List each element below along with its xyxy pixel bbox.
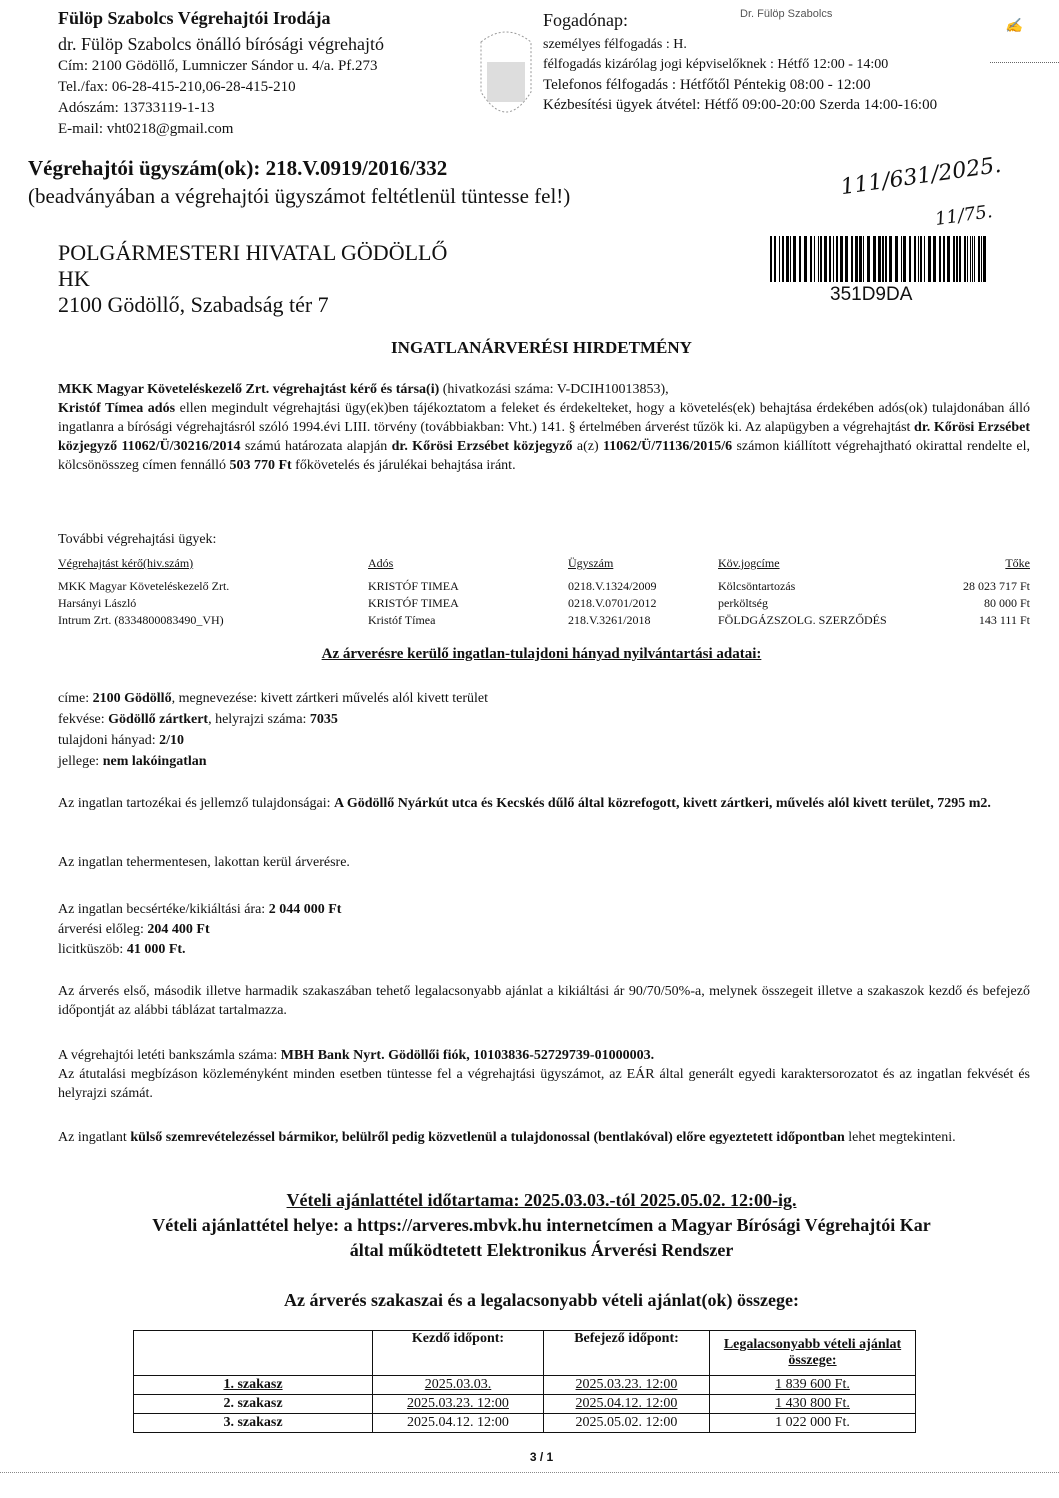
column-header: Adós [368,556,394,570]
hours-title: Fogadónap: [543,10,628,30]
cell: 143 111 Ft [978,613,1030,627]
cell: 2. szakasz [134,1395,373,1414]
label: fekvése: [58,712,109,727]
cell: 1 022 000 Ft. [710,1414,916,1433]
cell: 28 023 717 Ft [962,579,1030,593]
text: dr. Kőrösi Erzsébet közjegyző 11062/Ü/30216/2014 [58,420,1030,454]
stamp: Dr. Fülöp Szabolcs [740,8,833,20]
features-text: A Gödöllő Nyárkút utca és Kecskés dűlő által közrefogott, kivett zártkeri, művelés alól kivett terület, 7295 m2. [334,796,991,811]
column-header: Legalacsonyabb vételi ajánlat összege: [710,1331,916,1376]
claim-amount: 503 770 Ft [229,458,292,473]
bank-note: Az átutalási megbízáson közleményként minden esetben tüntesse fel a végrehajtási ügyszámot, az EÁR által generált egyedi karaktersorozatot és az ingatlan fekvését és helyrajzi számát. [58,1067,1030,1101]
column-header: Kezdő időpont: [373,1331,544,1376]
text: Az ingatlant [58,1130,131,1145]
intro-paragraph [58,380,1030,475]
cell: 3. szakasz [134,1414,373,1433]
bank-account: MBH Bank Nyrt. Gödöllői fiók, 10103836-52729739-01000003. [280,1048,655,1063]
label: árverési előleg: [58,922,148,937]
cell: Intrum Zrt. (8334800083490_VH) [58,613,224,627]
column-header: Köv.jogcíme [718,556,780,570]
property-section-title: Az árverésre kerülő ingatlan-tulajdoni hányad nyilvántartási adatai: [321,646,762,662]
case-note: (beadványában a végrehajtói ügyszámot feltétlenül tüntesse fel!) [28,184,571,208]
cell: perköltség [718,596,768,610]
hours-line: félfogadás kizárólag jogi képviselőknek : Hétfő 12:00 - 14:00 [543,57,889,72]
features-paragraph [58,794,1030,813]
bank-paragraph [58,1046,1030,1103]
cell: 0218.V.1324/2009 [568,579,657,593]
office-email: E-mail: vht0218@gmail.com [58,121,234,137]
page-number: 3 / 1 [529,1450,554,1464]
bailiff-name: dr. Fülöp Szabolcs önálló bírósági végrehajtó [58,34,384,54]
label: Az ingatlan tartozékai és jellemző tulajdonságai: [58,796,335,811]
property-share: 2/10 [159,733,184,748]
label: A végrehajtói letéti bankszámla száma: [58,1048,281,1063]
property-details [58,688,1030,772]
cell: 1 430 800 Ft. [710,1395,916,1414]
recipient-name: POLGÁRMESTERI HIVATAL GÖDÖLLŐ [58,240,448,265]
cell: 1 839 600 Ft. [710,1376,916,1395]
stages-table [133,1330,916,1433]
table-row [58,595,1030,612]
table-row [134,1395,916,1414]
signature-icon: ✍ [1005,19,1023,34]
cell: FÖLDGÁZSZOLG. SZERZŐDÉS [718,613,887,627]
label: , helyrajzi száma: [208,712,310,727]
label: , megnevezése: kivett zártkeri művelés alól kivett terület [171,691,489,706]
property-type: nem lakóingatlan [102,754,207,769]
office-tax: Adószám: 13733119-1-13 [58,100,215,116]
column-header: Befejező időpont: [544,1331,710,1376]
table-row [58,612,1030,629]
text: számú határozata alapján [240,439,392,454]
cell: Kristóf Tímea [368,613,436,627]
label: Az ingatlan becsértéke/kikiáltási ára: [58,902,269,917]
debtor: Kristóf Tímea adós [58,401,176,416]
hours-line: Kézbesítési ügyek átvétel: Hétfő 09:00-20:00 Szerda 14:00-16:00 [543,97,938,113]
cell: 1. szakasz [134,1376,373,1395]
reference: (hivatkozási száma: V-DCIH10013853), [439,382,669,397]
cell: 2025.03.23. 12:00 [544,1376,710,1395]
property-address: 2100 Gödöllő [92,691,172,706]
text: dr. Kőrösi Erzsébet közjegyző [391,439,573,454]
property-location: Gödöllő zártkert [108,712,209,727]
divider [0,1472,1059,1473]
text: külső szemrevételezéssel bármikor, belülről pedig közvetlenül a tulajdonossal (bentlakóval) előre egyeztetett időpontban [130,1130,845,1145]
cell: 2025.05.02. 12:00 [544,1414,710,1433]
barcode-text: 351D9DA [830,284,913,305]
cell: 2025.03.03. [373,1376,544,1395]
cell: 2025.04.12. 12:00 [544,1395,710,1414]
viewing-paragraph [58,1128,1030,1147]
stages-title: Az árverés szakaszai és a legalacsonyabb vételi ajánlat(ok) összege: [284,1290,799,1310]
coat-of-arms-seal-icon [475,22,537,132]
cell: 2025.03.23. 12:00 [373,1395,544,1414]
table-row [58,578,1030,595]
cell: Harsányi László [58,596,137,610]
status-paragraph: Az ingatlan tehermentesen, lakottan kerül árverésre. [58,855,350,870]
offer-place: Vételi ajánlattétel helye: a https://arveres.mbvk.hu internetcímen a Magyar Bírósági Végrehajtói Kar [152,1215,931,1235]
text: ellen megindult végrehajtási ügy(ek)ben tájékoztatom a feleket és érdekelteket, hogy a követelés(ek) behajtása érdekében adós(ok) tulajdonában álló ingatlanra a bírósági végrehajtásról szóló 1994.évi LIII. törvény (továbbiakban: Vht.) 141. § értelmében árverést tűzök ki. Az alapügyben a végrehajtást [58,401,1030,435]
cell: KRISTÓF TIMEA [368,596,459,610]
deposit: 204 400 Ft [147,922,210,937]
recipient-address: 2100 Gödöllő, Szabadság tér 7 [58,292,329,317]
column-header: Végrehajtást kérő(hiv.szám) [58,556,194,570]
creditor: MKK Magyar Követeléskezelő Zrt. végrehajtást kérő és társa(i) [58,382,440,397]
bid-step: 41 000 Ft. [126,942,186,957]
offer-period: Vételi ajánlattétel időtartama: 2025.03.03.-tól 2025.05.02. 12:00-ig. [286,1190,797,1210]
property-lot-number: 7035 [309,712,338,727]
cell: Kölcsöntartozás [718,579,796,593]
text: számon kiállított végrehajtható okirattal rendelte el, kölcsönösszeg címen fennálló [58,439,1030,473]
office-phone: Tel./fax: 06-28-415-210,06-28-415-210 [58,79,296,95]
stages-paragraph: Az árverés első, második illetve harmadik szakaszában tehető legalacsonyabb ajánlat a kikiáltási ár 90/70/50%-a, melynek összegeit illetve a szakaszok kezdő és befejező időpontját az alábbi táblázat tartalmazza. [58,984,1030,1018]
offer-place: által működtetett Elektronikus Árverési Rendszer [349,1240,734,1260]
office-address: Cím: 2100 Gödöllő, Lumniczer Sándor u. 4/a. Pf.273 [58,58,378,74]
prices [58,900,1030,960]
label: címe: [58,691,93,706]
handwritten-number: 11/75. [933,201,994,230]
starting-price: 2 044 000 Ft [268,902,342,917]
label: licitküszöb: [58,942,127,957]
cell: 218.V.3261/2018 [568,613,651,627]
table-row [134,1414,916,1433]
hours-line: Telefonos félfogadás : Hétfőtől Péntekig 08:00 - 12:00 [543,77,871,93]
other-cases-title: További végrehajtási ügyek: [58,532,217,547]
hours-line: személyes félfogadás : H. [543,37,687,52]
label: jellege: [58,754,103,769]
text: főkövetelés és járulékai behajtása iránt. [291,458,516,473]
cell: 0218.V.0701/2012 [568,596,657,610]
cell: MKK Magyar Követeléskezelő Zrt. [58,579,230,593]
table-row [134,1376,916,1395]
divider [990,62,1059,63]
handwritten-number: 111/631/2025. [839,152,1003,201]
text: a(z) [572,439,603,454]
cell: KRISTÓF TIMEA [368,579,459,593]
column-header [134,1331,373,1376]
cell: 2025.04.12. 12:00 [373,1414,544,1433]
column-header: Tőke [1005,556,1030,570]
table-header [58,555,1030,572]
other-cases-table [58,555,1030,629]
text: 11062/Ü/71136/2015/6 [603,439,733,454]
case-number: Végrehajtói ügyszám(ok): 218.V.0919/2016/332 [28,156,448,180]
label: tulajdoni hányad: [58,733,160,748]
recipient-unit: HK [58,266,90,291]
column-header: Ügyszám [568,556,614,570]
office-name: Fülöp Szabolcs Végrehajtói Irodája [58,8,331,28]
barcode-icon [770,236,990,282]
text: lehet megtekinteni. [844,1130,956,1145]
cell: 80 000 Ft [983,596,1030,610]
table-header [134,1331,916,1376]
document-title: INGATLANÁRVERÉSI HIRDETMÉNY [391,338,692,357]
